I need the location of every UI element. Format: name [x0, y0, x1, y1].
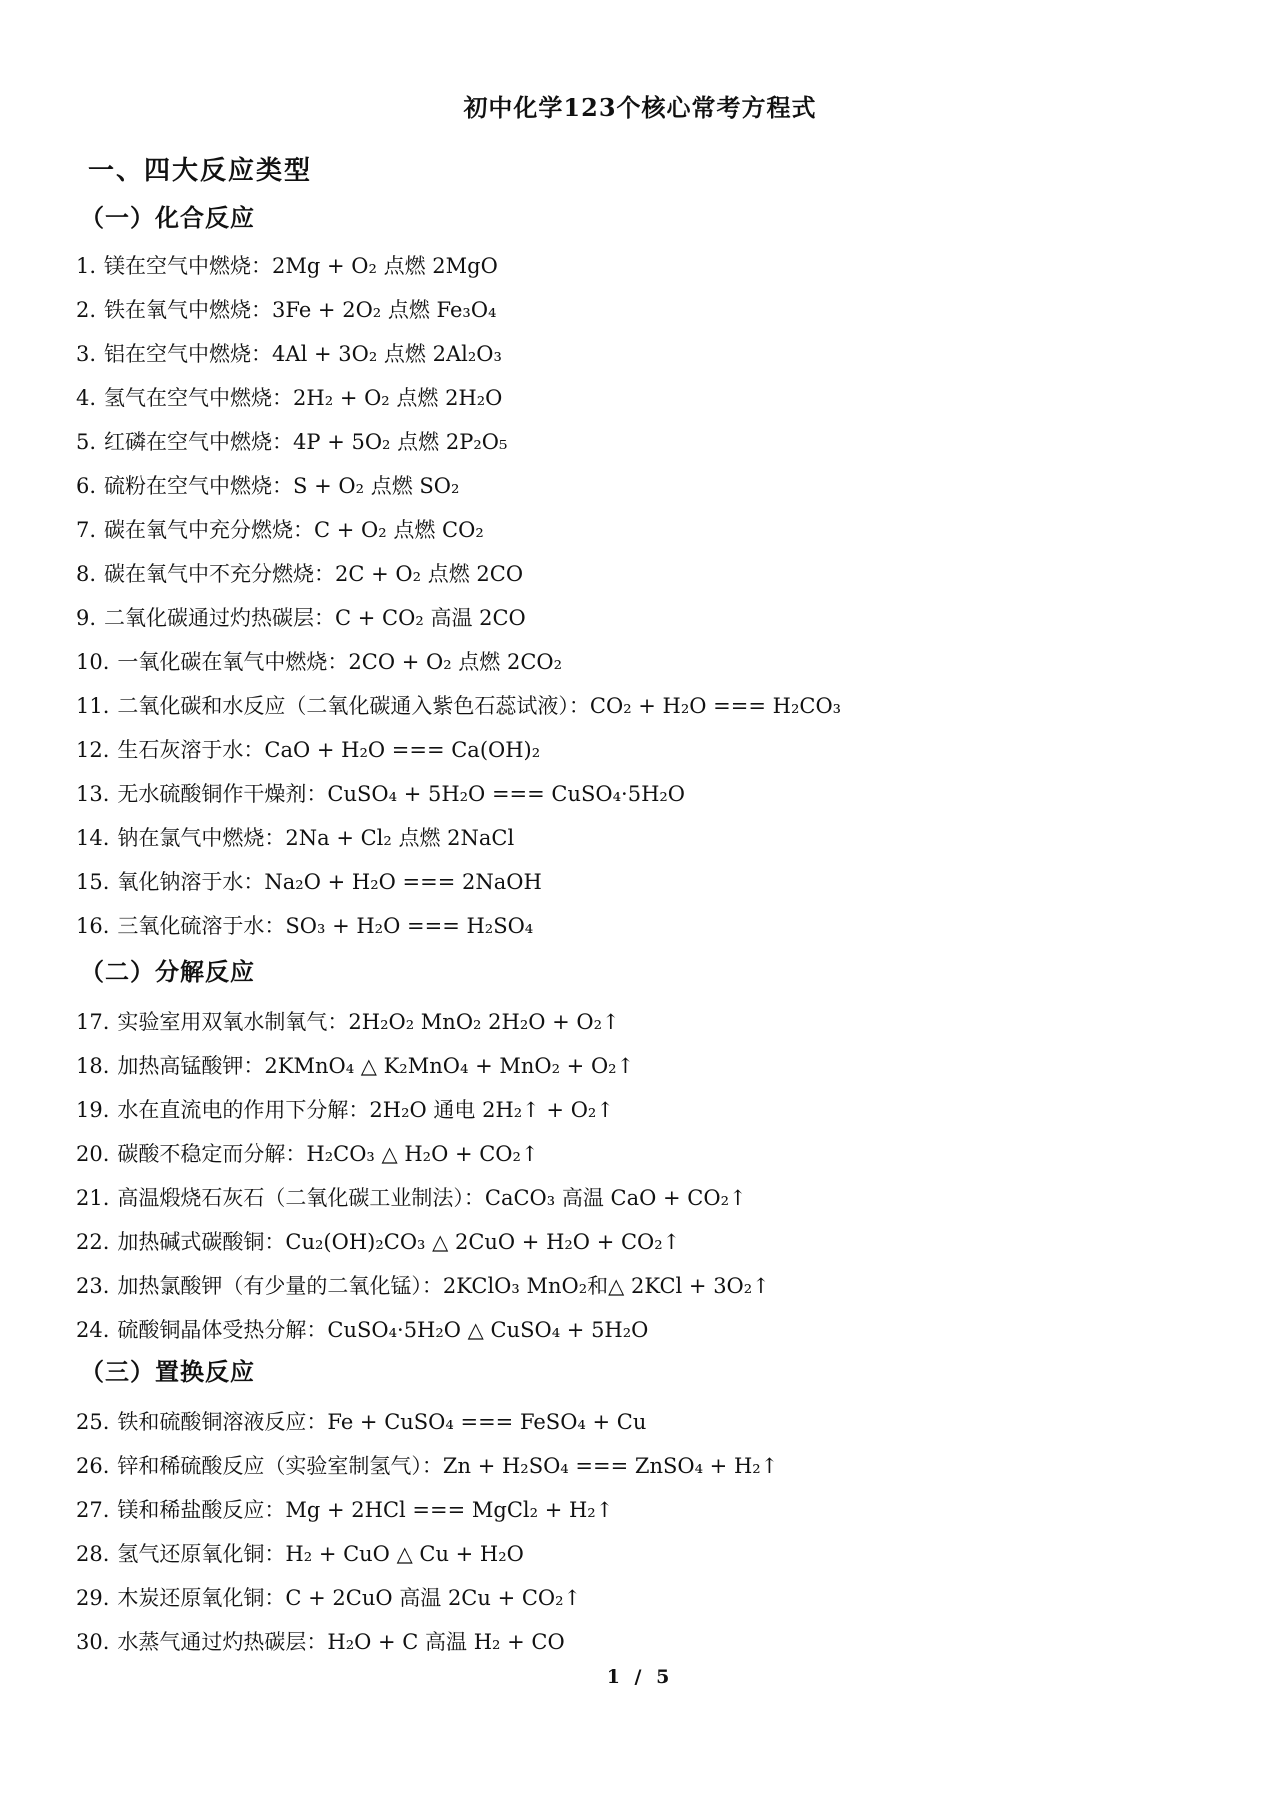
- item-description: 氧化钠溶于水：: [117, 870, 265, 894]
- item-number: 24.: [76, 1318, 110, 1342]
- item-equation: SO₃ + H₂O === H₂SO₄: [285, 914, 534, 938]
- list-item: [76, 332, 841, 376]
- list-item: [76, 596, 841, 640]
- list-item: [76, 1264, 770, 1308]
- item-number: 15.: [76, 870, 110, 894]
- item-description: 二氧化碳通过灼热碳层：: [104, 606, 336, 630]
- list-item: [76, 860, 841, 904]
- section-heading: 一、四大反应类型: [88, 156, 313, 186]
- item-equation: 2H₂O 通电 2H₂↑ + O₂↑: [369, 1098, 614, 1122]
- item-equation: 2KClO₃ MnO₂和△ 2KCl + 3O₂↑: [442, 1274, 770, 1298]
- item-equation: CO₂ + H₂O === H₂CO₃: [589, 694, 842, 718]
- item-equation: Zn + H₂SO₄ === ZnSO₄ + H₂↑: [442, 1454, 779, 1478]
- item-number: 1.: [76, 254, 97, 278]
- list-item: [76, 1132, 770, 1176]
- item-number: 2.: [76, 298, 97, 322]
- item-description: 红磷在空气中燃烧：: [104, 430, 294, 454]
- item-equation: 4P + 5O₂ 点燃 2P₂O₅: [293, 430, 508, 454]
- item-equation: Mg + 2HCl === MgCl₂ + H₂↑: [285, 1498, 614, 1522]
- list-item: [76, 1088, 770, 1132]
- item-equation: Na₂O + H₂O === 2NaOH: [264, 870, 542, 894]
- item-equation: CaO + H₂O === Ca(OH)₂: [264, 738, 541, 762]
- item-equation: 4Al + 3O₂ 点燃 2Al₂O₃: [272, 342, 502, 366]
- item-number: 30.: [76, 1630, 110, 1654]
- item-description: 加热氯酸钾（有少量的二氧化锰）：: [117, 1274, 443, 1298]
- item-equation: CuSO₄ + 5H₂O === CuSO₄·5H₂O: [327, 782, 686, 806]
- list-item: [76, 1620, 778, 1664]
- item-description: 镁和稀盐酸反应：: [117, 1498, 286, 1522]
- item-number: 13.: [76, 782, 110, 806]
- item-number: 19.: [76, 1098, 110, 1122]
- item-equation: CuSO₄·5H₂O △ CuSO₄ + 5H₂O: [327, 1318, 649, 1342]
- item-equation: Cu₂(OH)₂CO₃ △ 2CuO + H₂O + CO₂↑: [285, 1230, 681, 1254]
- item-number: 18.: [76, 1054, 110, 1078]
- item-description: 铁和硫酸铜溶液反应：: [117, 1410, 328, 1434]
- list-item: [76, 772, 841, 816]
- item-description: 加热碱式碳酸铜：: [117, 1230, 286, 1254]
- item-equation: C + CO₂ 高温 2CO: [335, 606, 526, 630]
- page-number: 1 / 5: [606, 1666, 674, 1688]
- item-description: 三氧化硫溶于水：: [117, 914, 286, 938]
- item-equation: C + O₂ 点燃 CO₂: [314, 518, 484, 542]
- list-item: [76, 1400, 778, 1444]
- list-item: [76, 1444, 778, 1488]
- group-title-combination: （一）化合反应: [80, 203, 255, 232]
- item-equation: 3Fe + 2O₂ 点燃 Fe₃O₄: [272, 298, 497, 322]
- item-number: 22.: [76, 1230, 110, 1254]
- item-equation: 2H₂ + O₂ 点燃 2H₂O: [293, 386, 503, 410]
- item-equation: 2CO + O₂ 点燃 2CO₂: [348, 650, 563, 674]
- item-description: 碳在氧气中充分燃烧：: [104, 518, 315, 542]
- item-number: 16.: [76, 914, 110, 938]
- item-description: 高温煅烧石灰石（二氧化碳工业制法）：: [117, 1186, 485, 1210]
- item-description: 锌和稀硫酸反应（实验室制氢气）：: [117, 1454, 443, 1478]
- list-item: [76, 904, 841, 948]
- item-number: 10.: [76, 650, 110, 674]
- list-item: [76, 508, 841, 552]
- list-item: [76, 684, 841, 728]
- item-equation: 2H₂O₂ MnO₂ 2H₂O + O₂↑: [348, 1010, 620, 1034]
- page-title: 初中化学123个核心常考方程式: [463, 93, 817, 122]
- item-number: 14.: [76, 826, 110, 850]
- item-description: 生石灰溶于水：: [117, 738, 265, 762]
- item-description: 二氧化碳和水反应（二氧化碳通入紫色石蕊试液）：: [117, 694, 590, 718]
- item-description: 木炭还原氧化铜：: [117, 1586, 286, 1610]
- item-description: 水在直流电的作用下分解：: [117, 1098, 370, 1122]
- item-description: 铝在空气中燃烧：: [104, 342, 273, 366]
- list-replacement: [76, 1400, 778, 1664]
- item-equation: H₂CO₃ △ H₂O + CO₂↑: [306, 1142, 539, 1166]
- item-number: 3.: [76, 342, 97, 366]
- list-item: [76, 464, 841, 508]
- list-item: [76, 1532, 778, 1576]
- list-item: [76, 640, 841, 684]
- item-description: 碳在氧气中不充分燃烧：: [104, 562, 336, 586]
- group-title-decomposition: （二）分解反应: [80, 957, 255, 986]
- item-equation: H₂ + CuO △ Cu + H₂O: [285, 1542, 524, 1566]
- item-description: 实验室用双氧水制氧气：: [117, 1010, 349, 1034]
- item-number: 9.: [76, 606, 97, 630]
- item-number: 6.: [76, 474, 97, 498]
- item-description: 镁在空气中燃烧：: [104, 254, 273, 278]
- item-description: 加热高锰酸钾：: [117, 1054, 265, 1078]
- list-item: [76, 288, 841, 332]
- item-equation: C + 2CuO 高温 2Cu + CO₂↑: [285, 1586, 582, 1610]
- list-item: [76, 376, 841, 420]
- item-number: 29.: [76, 1586, 110, 1610]
- item-number: 21.: [76, 1186, 110, 1210]
- list-item: [76, 816, 841, 860]
- item-description: 一氧化碳在氧气中燃烧：: [117, 650, 349, 674]
- item-description: 碳酸不稳定而分解：: [117, 1142, 307, 1166]
- item-equation: 2KMnO₄ △ K₂MnO₄ + MnO₂ + O₂↑: [264, 1054, 635, 1078]
- item-equation: 2Mg + O₂ 点燃 2MgO: [272, 254, 498, 278]
- list-item: [76, 728, 841, 772]
- item-number: 11.: [76, 694, 110, 718]
- item-description: 硫粉在空气中燃烧：: [104, 474, 294, 498]
- list-item: [76, 552, 841, 596]
- list-item: [76, 1220, 770, 1264]
- item-description: 铁在氧气中燃烧：: [104, 298, 273, 322]
- list-item: [76, 1308, 770, 1352]
- item-number: 23.: [76, 1274, 110, 1298]
- item-number: 20.: [76, 1142, 110, 1166]
- group-title-replacement: （三）置换反应: [80, 1357, 255, 1386]
- list-combination: [76, 244, 841, 948]
- item-number: 25.: [76, 1410, 110, 1434]
- list-item: [76, 420, 841, 464]
- item-equation: 2C + O₂ 点燃 2CO: [335, 562, 524, 586]
- list-item: [76, 1576, 778, 1620]
- item-equation: H₂O + C 高温 H₂ + CO: [327, 1630, 565, 1654]
- item-equation: CaCO₃ 高温 CaO + CO₂↑: [484, 1186, 747, 1210]
- item-description: 水蒸气通过灼热碳层：: [117, 1630, 328, 1654]
- list-item: [76, 1044, 770, 1088]
- list-decomposition: [76, 1000, 770, 1352]
- item-description: 钠在氯气中燃烧：: [117, 826, 286, 850]
- item-number: 4.: [76, 386, 97, 410]
- item-description: 氢气在空气中燃烧：: [104, 386, 294, 410]
- item-number: 27.: [76, 1498, 110, 1522]
- item-number: 26.: [76, 1454, 110, 1478]
- item-description: 硫酸铜晶体受热分解：: [117, 1318, 328, 1342]
- list-item: [76, 244, 841, 288]
- item-description: 氢气还原氧化铜：: [117, 1542, 286, 1566]
- item-equation: 2Na + Cl₂ 点燃 2NaCl: [285, 826, 515, 850]
- item-number: 5.: [76, 430, 97, 454]
- item-number: 7.: [76, 518, 97, 542]
- item-number: 12.: [76, 738, 110, 762]
- item-equation: Fe + CuSO₄ === FeSO₄ + Cu: [327, 1410, 647, 1434]
- item-number: 8.: [76, 562, 97, 586]
- item-number: 28.: [76, 1542, 110, 1566]
- list-item: [76, 1176, 770, 1220]
- item-equation: S + O₂ 点燃 SO₂: [293, 474, 460, 498]
- item-number: 17.: [76, 1010, 110, 1034]
- list-item: [76, 1488, 778, 1532]
- list-item: [76, 1000, 770, 1044]
- item-description: 无水硫酸铜作干燥剂：: [117, 782, 328, 806]
